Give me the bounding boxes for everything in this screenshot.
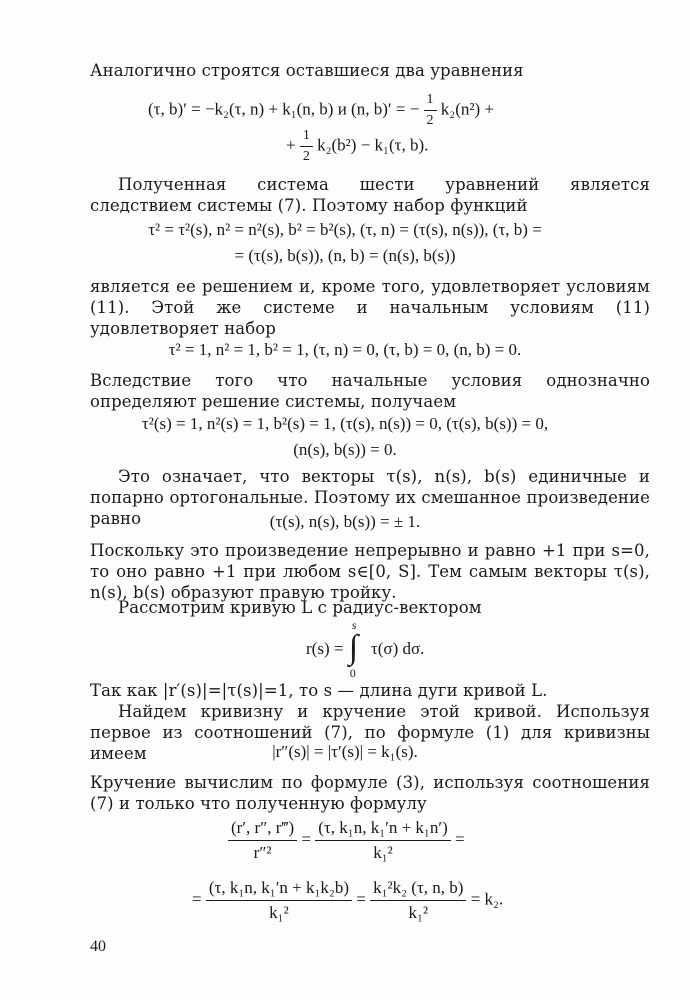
formula-1b-tail: k₂(b²) − k₁(τ, b). (317, 135, 429, 155)
paragraph-10: Кручение вычислим по формуле (3), используя соотношения (7) и только что полученную формулу (90, 773, 650, 813)
integral-upper-limit: s (351, 618, 357, 632)
fraction-substituted (315, 818, 450, 863)
formula-1b-lead: + (286, 135, 296, 155)
formula-1a (148, 92, 494, 129)
fraction-half-1 (424, 92, 437, 129)
fraction-simplified (370, 878, 466, 923)
formula-3: τ² = 1, n² = 1, b² = 1, (τ, n) = 0, (τ, b) = 0, (n, b) = 0. (168, 340, 522, 359)
fraction-expanded (206, 878, 352, 923)
formula-9 (192, 878, 503, 923)
paragraph-9: Найдем кривизну и кручение этой кривой. Используя первое из соотношений (7), по формуле (1) для кривизны имеем (90, 702, 650, 763)
paragraph-5: Это означает, что векторы τ(s), n(s), b(s) единичные и попарно ортогональные. Поэтому их смешанное произведение равно (90, 467, 650, 528)
formula-2a: τ² = τ²(s), n² = n²(s), b² = b²(s), (τ, n) = (τ(s), n(s)), (τ, b) = (148, 220, 542, 239)
formula-1b (286, 128, 428, 165)
fraction-denominator: k₁² (373, 843, 393, 862)
fraction-denominator: k₁² (269, 903, 289, 922)
paragraph-3: является ее решением и, кроме того, удовлетворяет условиям (11). Этой же системе и начальным условиям (11) удовлетворяет набор (90, 277, 650, 338)
fraction-denominator: 2 (302, 149, 310, 164)
equals-sign: = (192, 889, 202, 909)
integral-lower-limit: 0 (349, 666, 356, 680)
paragraph-2: Полученная система шести уравнений является следствием системы (7). Поэтому набор функций (90, 175, 650, 215)
page-number: 40 (90, 938, 106, 955)
formula-2b: = (τ(s), b(s)), (n, b) = (n(s), b(s)) (234, 246, 456, 265)
fraction-numerator: 1 (300, 128, 313, 147)
formula-6-rhs: τ(σ) dσ. (370, 639, 425, 658)
formula-7: |r″(s)| = |τ′(s)| = k₁(s). (272, 742, 418, 761)
formula-9-tail: = k₂. (470, 889, 504, 909)
fraction-half-2 (300, 128, 313, 165)
fraction-numerator: (r′, r″, r‴) (228, 818, 297, 841)
fraction-denominator: 2 (426, 113, 434, 128)
formula-4a: τ²(s) = 1, n²(s) = 1, b²(s) = 1, (τ(s), n(s)) = 0, (τ(s), b(s)) = 0, (141, 414, 549, 433)
integral-sign (348, 618, 364, 680)
paragraph-1: Аналогично строятся оставшиеся два уравнения (90, 61, 524, 80)
fraction-numerator: k₁²k₂ (τ, n, b) (370, 878, 466, 901)
paragraph-8: Так как |r′(s)|=|τ(s)|=1, то s — длина дуги кривой L. (90, 681, 548, 700)
equals-sign: = (301, 829, 312, 849)
formula-8 (228, 818, 465, 863)
formula-6 (306, 618, 425, 680)
fraction-numerator: 1 (424, 92, 437, 111)
fraction-denominator: k₁² (408, 903, 429, 922)
formula-5: (τ(s), n(s), b(s)) = ± 1. (269, 512, 421, 531)
paragraph-4: Вследствие того что начальные условия однозначно определяют решение системы, получаем (90, 371, 650, 411)
paragraph-6: Поскольку это произведение непрерывно и равно +1 при s=0, то оно равно +1 при любом s∈[0, S]. Тем самым векторы τ(s), n(s), b(s) образуют правую тройку. (90, 541, 650, 602)
fraction-denominator: r″² (253, 843, 272, 862)
formula-4b: (n(s), b(s)) = 0. (293, 440, 397, 459)
formula-1a-main: (τ, b)′ = −k₂(τ, n) + k₁(n, b) и (n, b)′ = − (148, 99, 420, 119)
formula-6-lhs: r(s) = (306, 639, 344, 658)
equals-sign: = (356, 889, 366, 909)
paragraph-7: Рассмотрим кривую L с радиус-вектором (118, 598, 482, 617)
equals-sign: = (455, 829, 465, 849)
formula-1a-tail: k₂(n²) + (440, 99, 494, 119)
fraction-numerator: (τ, k₁n, k₁′n + k₁n′) (315, 818, 450, 841)
fraction-triple-product (228, 818, 297, 863)
fraction-numerator: (τ, k₁n, k₁′n + k₁k₂b) (206, 878, 352, 901)
integral-icon: ∫ (348, 629, 359, 666)
